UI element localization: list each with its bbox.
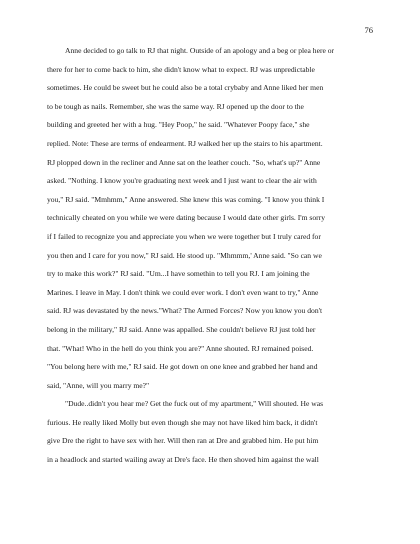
text-line: you," RJ said. "Mmhmm," Anne answered. She knew this was coming. "I know you think I (47, 194, 325, 204)
text-line: said. RJ was devastated by the news."What? The Armed Forces? Now you know you don't (47, 306, 323, 316)
text-line: technically cheated on you while we were dating because I would date other girls. I'm sorry (47, 213, 326, 223)
text-line: "Dude..didn't you hear me? Get the fuck out of my apartment," Will shouted. He was (65, 399, 324, 409)
text-line: you then and I care for you now," RJ said. He stood up. "Mhmmm,' Anne said. "So can we (47, 250, 322, 260)
text-line: try to make this work?" RJ said. "Um...I have somethin to tell you RJ. I am joining the (47, 269, 310, 279)
text-line: if I failed to recognize you and appreciate you when we were together but I truly cared for (47, 231, 321, 241)
text-line: to be tough as nails. Remember, she was the same way. RJ opened up the door to the (47, 101, 304, 111)
text-line: replied. Note: These are terms of endearment. RJ walked her up the stairs to his apartment. (47, 138, 323, 148)
text-line: that. "What! Who in the hell do you think you are?" Anne shouted. RJ remained poised. (47, 343, 314, 353)
text-line: building and greeted her with a hug. "Hey Poop," he said. "Whatever Poopy face," she (47, 120, 310, 130)
body-text (47, 42, 375, 470)
text-line: Marines. I leave in May. I don't think we could ever work. I don't even want to try," Anne (47, 287, 319, 297)
text-line: said, "Anne, will you marry me?" (47, 380, 150, 390)
text-line: furious. He really liked Molly but even though she may not have liked him back, it didn't (47, 417, 318, 427)
text-line: belong in the military," RJ said. Anne was appalled. She couldn't believe RJ just told her (47, 324, 316, 334)
page-number: 76 (364, 25, 373, 35)
text-line: "You belong here with me," RJ said. He got down on one knee and grabbed her hand and (47, 362, 318, 372)
text-line: in a headlock and started wailing away at Dre's face. He then shoved him against the wall (47, 455, 319, 465)
text-line: give Dre the right to have sex with her. Will then ran at Dre and grabbed him. He put him (47, 436, 319, 446)
text-line: sometimes. He could be sweet but he could also be a total crybaby and Anne liked her men (47, 83, 324, 93)
text-line: asked. "Nothing. I know you're graduating next week and I just want to clear the air with (47, 176, 317, 186)
text-line: there for her to come back to him, she didn't know what to expect. RJ was unpredictable (47, 64, 315, 74)
text-line: RJ plopped down in the recliner and Anne sat on the leather couch. "So, what's up?" Anne (47, 157, 321, 167)
text-line: Anne decided to go talk to RJ that night. Outside of an apology and a beg or plea here or (65, 46, 335, 55)
